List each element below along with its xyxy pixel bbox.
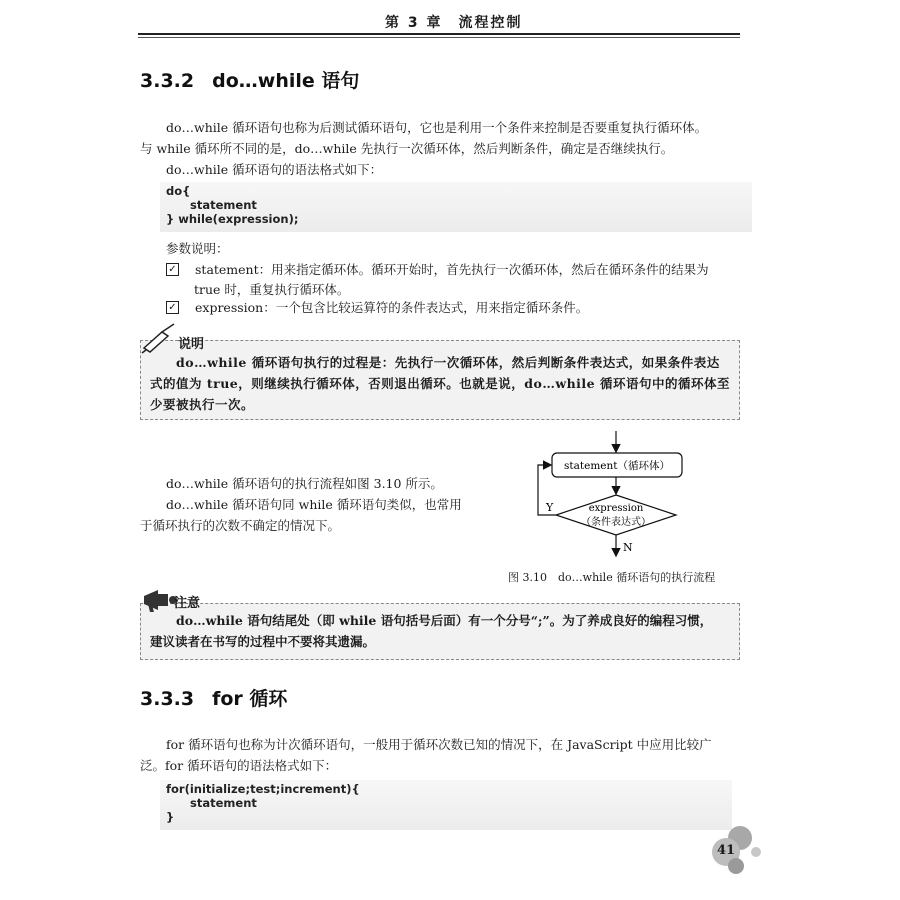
chapter-header: 第 3 章 流程控制 bbox=[385, 15, 523, 31]
param-continuation: true 时，重复执行循环体。 bbox=[194, 282, 350, 297]
code-line: do{ bbox=[166, 184, 191, 198]
checkbox-icon: ✓ bbox=[166, 263, 179, 276]
param-item-statement bbox=[166, 259, 746, 280]
note-label: 说明 bbox=[178, 337, 205, 352]
statement-box-label: statement（循环体） bbox=[564, 460, 670, 472]
page-number: 41 bbox=[717, 843, 736, 858]
section-number: 3.3.2 bbox=[140, 70, 195, 92]
diamond-label-line1: expression bbox=[588, 503, 644, 514]
header-rule bbox=[138, 33, 740, 35]
paragraph-line: do…while 循环语句也称为后测试循环语句，它也是利用一个条件来控制是否要重复执行循环体。 bbox=[166, 120, 708, 135]
code-line: for(initialize;test;increment){ bbox=[166, 782, 360, 796]
section-heading-333 bbox=[140, 684, 287, 711]
condition-diamond bbox=[556, 495, 676, 535]
yes-label: Y bbox=[546, 501, 554, 514]
note-line: 少要被执行一次。 bbox=[150, 397, 255, 412]
param-item-expression bbox=[166, 297, 746, 318]
code-line: statement bbox=[166, 198, 257, 212]
code-line: } bbox=[166, 810, 175, 824]
pen-icon bbox=[140, 322, 182, 354]
diamond-label-line2: （条件表达式） bbox=[581, 517, 651, 528]
section-heading-332 bbox=[140, 66, 359, 93]
section-title-text: do…while 语句 bbox=[212, 70, 360, 92]
paragraph-line: 于循环执行的次数不确定的情况下。 bbox=[140, 518, 341, 533]
param-text: statement：用来指定循环体。循环开始时，首先执行一次循环体，然后在循环条件的结果为 bbox=[195, 262, 709, 277]
figure-caption: 图 3.10 do…while 循环语句的执行流程 bbox=[508, 571, 716, 584]
note-line: 式的值为 true，则继续执行循环体，否则退出循环。也就是说，do…while 循环语句中的循环体至 bbox=[150, 376, 730, 391]
paragraph-line: do…while 循环语句的执行流程如图 3.10 所示。 bbox=[166, 476, 443, 491]
code-line: statement bbox=[166, 796, 257, 810]
code-block-for bbox=[160, 780, 732, 830]
section-number: 3.3.3 bbox=[140, 688, 195, 710]
code-line: } while(expression); bbox=[166, 212, 299, 226]
paragraph-line: do…while 循环语句的语法格式如下： bbox=[166, 162, 383, 177]
param-text: expression：一个包含比较运算符的条件表达式，用来指定循环条件。 bbox=[195, 300, 589, 315]
note-line: 建议读者在书写的过程中不要将其遗漏。 bbox=[150, 634, 376, 649]
section-title-text: for 循环 bbox=[212, 688, 288, 710]
note-line: do…while 语句结尾处（即 while 语句括号后面）有一个分号“;”。为了养成良好的编程习惯， bbox=[176, 613, 713, 628]
header-rule-thin bbox=[138, 37, 740, 38]
no-label: N bbox=[623, 541, 633, 554]
paragraph-line: 泛。for 循环语句的语法格式如下： bbox=[140, 758, 338, 773]
paragraph-line: do…while 循环语句同 while 循环语句类似，也常用 bbox=[166, 497, 462, 512]
code-block-do-while bbox=[160, 182, 752, 232]
params-label: 参数说明： bbox=[166, 241, 229, 256]
note-line: do…while 循环语句执行的过程是：先执行一次循环体，然后判断条件表达式，如果条件表达 bbox=[176, 355, 720, 370]
paragraph-line: 与 while 循环所不同的是，do…while 先执行一次循环体，然后判断条件，确定是否继续执行。 bbox=[140, 141, 674, 156]
paragraph-line: for 循环语句也称为计次循环语句，一般用于循环次数已知的情况下，在 JavaScript 中应用比较广 bbox=[166, 737, 712, 752]
flowchart-diagram bbox=[520, 425, 700, 560]
note-label: 注意 bbox=[174, 596, 201, 611]
checkbox-icon: ✓ bbox=[166, 301, 179, 314]
